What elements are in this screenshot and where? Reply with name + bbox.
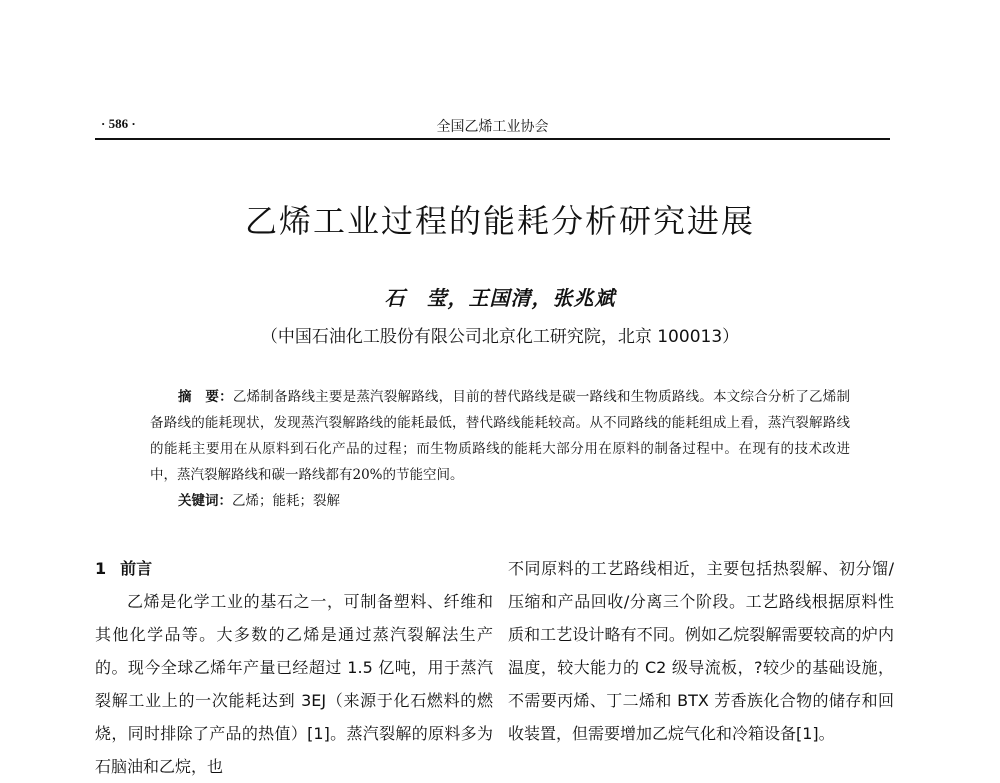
abstract-label: 摘 要：	[178, 389, 233, 405]
authors: 石 莹，王国清，张兆斌	[384, 286, 616, 310]
keywords-line	[150, 488, 850, 514]
affiliation: （中国石油化工股份有限公司北京化工研究院，北京 100013）	[260, 327, 740, 347]
page-number: · 586 ·	[101, 116, 136, 131]
journal-name: 全国乙烯工业协会	[436, 119, 549, 135]
keywords-text: 乙烯；能耗；裂解	[232, 493, 340, 509]
left-column-text: 乙烯是化学工业的基石之一，可制备塑料、纤维和其他化学品等。大多数的乙烯是通过蒸汽裂解法生产的。现今全球乙烯年产量已经超过 1.5 亿吨，用于蒸汽裂解工业上的一次能耗达到 3EJ（来源于化石燃料的燃烧，同时排除了产品的热值）[1]。蒸汽裂解的原料多为石脑油和乙烷，也	[95, 592, 493, 776]
header-rule	[95, 138, 890, 140]
right-column-text: 不同原料的工艺路线相近，主要包括热裂解、初分馏/压缩和产品回收/分离三个阶段。工艺路线根据原料性质和工艺设计略有不同。例如乙烷裂解需要较高的炉内温度，较大能力的 C2 级导流板，?较少的基础设施，不需要丙烯、丁二烯和 BTX 芳香族化合物的储存和回收装置，但需要增加乙烷气化和冷箱设备[1]。	[508, 559, 894, 743]
right-column	[508, 552, 894, 750]
abstract-text: 乙烯制备路线主要是蒸汽裂解路线，目前的替代路线是碳一路线和生物质路线。本文综合分析了乙烯制备路线的能耗现状，发现蒸汽裂解路线的能耗最低，替代路线能耗较高。从不同路线的能耗组成上看，蒸汽裂解路线的能耗主要用在从原料到石化产品的过程；而生物质路线的能耗大部分用在原料的制备过程中。在现有的技术改进中，蒸汽裂解路线和碳一路线都有20%的节能空间。	[150, 389, 850, 483]
running-header	[95, 114, 890, 138]
section-number: 1	[95, 559, 107, 578]
abstract	[150, 384, 850, 514]
keywords-label: 关键词：	[178, 493, 232, 509]
section-heading	[95, 552, 493, 585]
article-title: 乙烯工业过程的能耗分析研究进展	[244, 202, 755, 240]
abstract-paragraph	[150, 384, 850, 488]
section-title: 前言	[120, 559, 153, 578]
left-column	[95, 552, 493, 783]
